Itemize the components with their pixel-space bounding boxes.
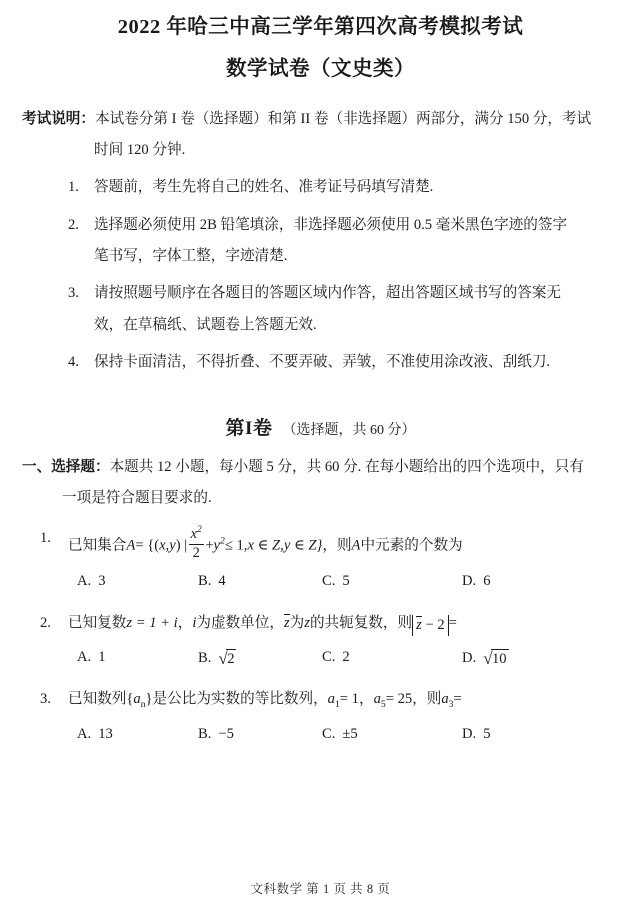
question-number: 3. (40, 691, 51, 708)
math-a3: a (441, 691, 449, 708)
math-comma: , (165, 537, 170, 554)
question-stem (22, 686, 619, 714)
list-item (22, 172, 619, 203)
stem-sep1: ， (177, 615, 193, 632)
question-stem (22, 610, 619, 637)
math-a5: a (373, 691, 381, 708)
option-a[interactable] (77, 726, 113, 743)
option-label: C. (322, 573, 336, 590)
math-a3-index: 3 (448, 699, 454, 711)
math-a1-index: 1 (334, 699, 340, 711)
option-label: D. (462, 573, 477, 590)
stem-text-post: ，则 (322, 537, 352, 554)
stem-text-post2: 中元素的个数为 (360, 537, 463, 554)
option-value: 5 (342, 573, 350, 590)
section-heading-main: 第I卷 (225, 417, 273, 439)
math-x-in-Z: x ∈ Z (247, 537, 281, 554)
option-label: B. (198, 726, 212, 743)
option-label: A. (77, 649, 92, 666)
math-var-y: y (169, 537, 176, 554)
math-comma2: , (280, 537, 284, 554)
radical-icon: √ (483, 649, 493, 669)
math-var-y2: y (213, 537, 221, 554)
math-a5-index: 5 (380, 699, 386, 711)
math-brace-open: { (126, 691, 134, 708)
option-d[interactable] (462, 573, 491, 590)
math-plus: + (205, 537, 214, 554)
page-title-line2: 数学试卷（文史类） (226, 57, 415, 80)
math-frac-numerator: x (190, 526, 198, 543)
instruction-text: 保持卡面清洁，不得折叠、不要弄破、弄皱，不准使用涂改液、刮纸刀. (94, 354, 551, 371)
part-directions-line1: 本题共 12 小题，每小题 5 分，共 60 分. 在每小题给出的四个选项中，只有 (109, 458, 584, 475)
option-label: A. (77, 726, 92, 743)
part-directions-line2: 一项是符合题目要求的. (62, 489, 212, 506)
page-footer: 文科数学 第 1 页 共 8 页 (250, 882, 391, 896)
option-value: 3 (98, 573, 106, 590)
option-c[interactable] (322, 726, 358, 743)
option-d[interactable] (462, 649, 509, 669)
stem-sep3: 为 (289, 615, 305, 632)
question-options (22, 573, 619, 599)
stem-sep4: 的共轭复数，则 (309, 615, 413, 632)
stem-comma2: ，则 (412, 691, 442, 708)
option-a[interactable] (77, 649, 106, 666)
math-var-x: x (159, 537, 166, 554)
math-brace-close: } (145, 691, 153, 708)
part-directions (22, 452, 619, 515)
list-item (22, 278, 619, 341)
math-exponent: 2 (220, 535, 225, 547)
math-equals: = (448, 615, 457, 632)
exam-notice-label: 考试说明： (22, 110, 95, 127)
math-set-bar: ) | (175, 537, 188, 554)
option-value: 13 (98, 726, 113, 743)
instruction-text: 选择题必须使用 2B 铅笔填涂，非选择题必须使用 0.5 毫米黑色字迹的签字 (94, 216, 568, 233)
option-value: 1 (98, 649, 106, 666)
instruction-list (22, 172, 619, 378)
instruction-number: 4. (68, 354, 79, 371)
math-var-A2: A (351, 537, 361, 554)
option-value: 4 (218, 573, 226, 590)
option-a[interactable] (77, 573, 106, 590)
question-options (22, 726, 619, 752)
list-item (22, 210, 619, 273)
math-minus-two: − 2 (421, 617, 445, 634)
option-label: A. (77, 573, 92, 590)
stem-comma1: ， (358, 691, 374, 708)
instruction-text: 请按照题号顺序在各题目的答题区域内作答，超出答题区域书写的答案无 (94, 285, 562, 302)
math-y-in-Z: y ∈ Z} (283, 537, 323, 554)
math-absolute-value (412, 615, 449, 636)
option-label: C. (322, 726, 336, 743)
question-options (22, 649, 619, 675)
math-inequality: ≤ 1, (224, 537, 248, 554)
math-var-A: A (126, 537, 136, 554)
stem-text: 已知复数 (68, 615, 127, 632)
page-title-line1: 2022 年哈三中高三学年第四次高考模拟考试 (117, 16, 524, 38)
exam-notice-line1: 本试卷分第 I 卷（选择题）和第 II 卷（非选择题）两部分，满分 150 分，考试 (94, 110, 592, 127)
option-label: D. (462, 650, 477, 667)
option-b[interactable] (198, 573, 226, 590)
math-exponent: 2 (197, 525, 202, 536)
question-number: 2. (40, 615, 51, 632)
instruction-number: 2. (68, 216, 79, 233)
list-item (22, 347, 619, 378)
math-a1-value: = 1 (339, 691, 359, 708)
option-value: 2 (342, 649, 350, 666)
math-a3-equals: = (453, 691, 462, 708)
section-heading (22, 413, 619, 440)
question-3 (22, 686, 619, 752)
instruction-number: 1. (68, 179, 79, 196)
option-label: B. (198, 650, 212, 667)
stem-sep2: 为虚数单位， (196, 615, 284, 632)
math-seq-index: n (140, 699, 146, 711)
option-value: −5 (218, 726, 234, 743)
exam-notice-line2: 时间 120 分钟. (94, 141, 186, 158)
math-square-root (483, 649, 508, 669)
option-value: 6 (483, 573, 491, 590)
radicand: 10 (492, 651, 507, 668)
question-number: 1. (40, 530, 51, 547)
math-var-z: z (304, 615, 310, 632)
math-z-equation: z = 1 + i (126, 615, 178, 632)
option-c[interactable] (322, 649, 350, 666)
radical-icon: √ (218, 649, 228, 669)
option-c[interactable] (322, 573, 350, 590)
option-d[interactable] (462, 726, 491, 743)
question-1 (22, 525, 619, 599)
instruction-number: 3. (68, 285, 79, 302)
stem-text: 已知集合 (68, 537, 127, 554)
option-value: 5 (483, 726, 491, 743)
math-var-i: i (192, 615, 197, 632)
instruction-text: 答题前，考生先将自己的姓名、准考证号码填写清楚. (94, 179, 434, 196)
math-z-conjugate-inner: z (416, 617, 422, 634)
math-z-conjugate: z (283, 615, 290, 632)
math-a1: a (327, 691, 335, 708)
instruction-text-cont: 效，在草稿纸、试题卷上答题无效. (94, 316, 317, 333)
math-fraction (189, 525, 204, 561)
math-set-open: = {( (135, 537, 160, 554)
question-stem (22, 525, 619, 561)
option-label: D. (462, 726, 477, 743)
math-a5-value: = 25 (385, 691, 413, 708)
option-b[interactable] (198, 726, 234, 743)
instruction-text-cont: 笔书写，字体工整，字迹清楚. (94, 248, 288, 265)
option-value: ±5 (342, 726, 358, 743)
math-seq-a: a (133, 691, 141, 708)
question-2 (22, 610, 619, 675)
stem-text: 已知数列 (68, 691, 127, 708)
part-directions-label: 一、选择题： (22, 458, 110, 475)
option-b[interactable] (198, 649, 236, 669)
section-heading-note: （选择题，共 60 分） (282, 422, 416, 438)
option-label: C. (322, 649, 336, 666)
math-frac-denominator: 2 (192, 544, 200, 561)
option-label: B. (198, 573, 212, 590)
exam-notice (22, 104, 619, 167)
radicand: 2 (227, 651, 235, 668)
math-square-root (218, 649, 236, 669)
exam-page (0, 12, 641, 919)
stem-sep1: 是公比为实数的等比数列， (152, 691, 328, 708)
